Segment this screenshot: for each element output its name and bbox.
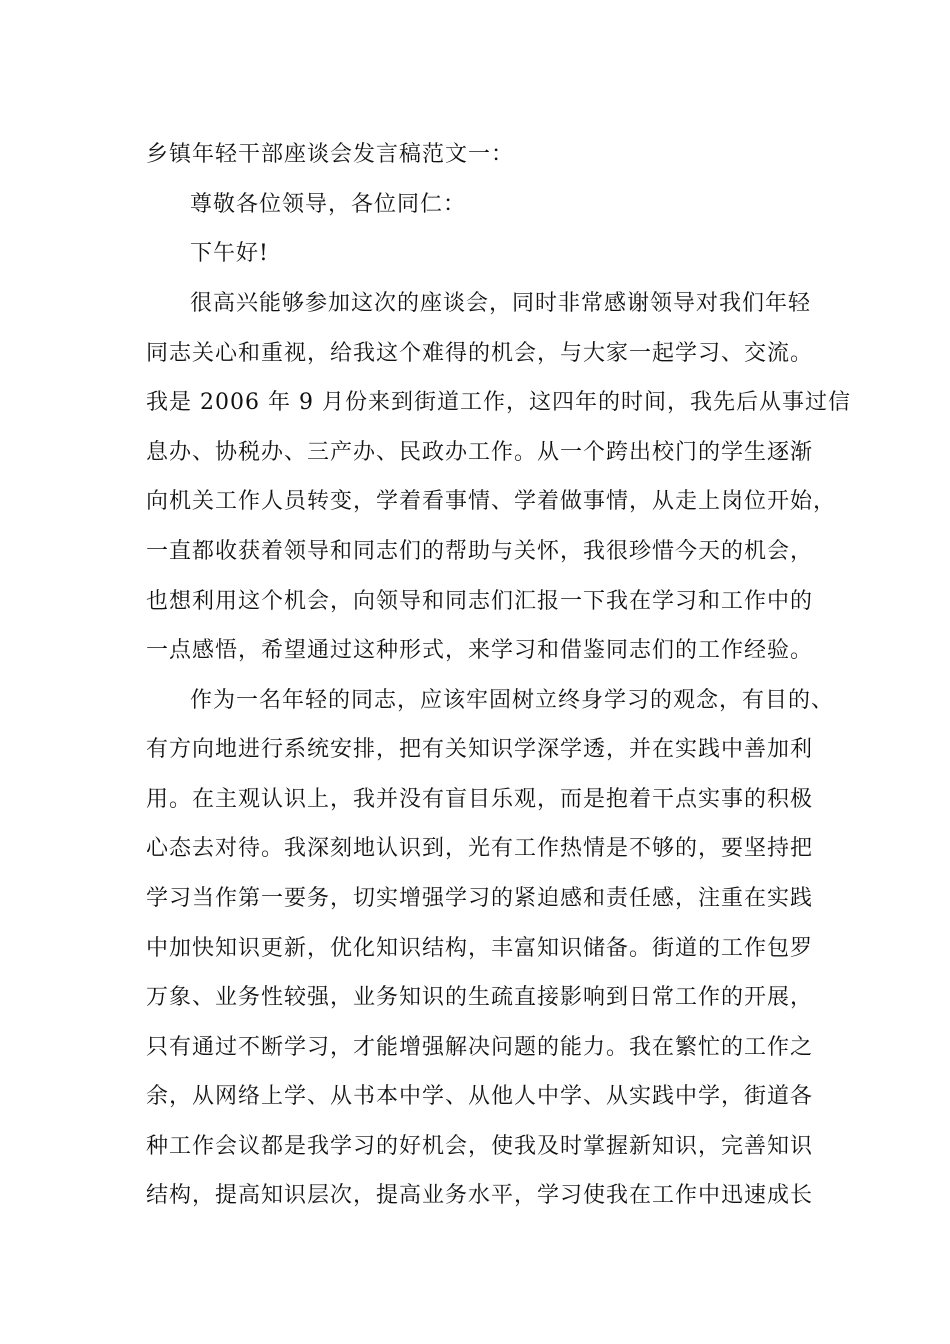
paragraph1-line: 一点感悟，希望通过这种形式，来学习和借鉴同志们的工作经验。 xyxy=(146,638,814,663)
paragraph2-line: 学习当作第一要务，切实增强学习的紧迫感和责任感，注重在实践 xyxy=(146,886,814,911)
paragraph2-line: 万象、业务性较强，业务知识的生疏直接影响到日常工作的开展， xyxy=(146,985,814,1010)
paragraph2-line: 只有通过不断学习，才能增强解决问题的能力。我在繁忙的工作之 xyxy=(146,1035,814,1060)
paragraph1-line: 我是 2006 年 9 月份来到街道工作，这四年的时间，我先后从事过信 xyxy=(146,390,851,415)
paragraph2-line: 结构，提高知识层次，提高业务水平，学习使我在工作中迅速成长 xyxy=(146,1183,814,1208)
paragraph2-line: 作为一名年轻的同志，应该牢固树立终身学习的观念，有目的、 xyxy=(190,688,835,713)
paragraph1-line: 一直都收获着领导和同志们的帮助与关怀，我很珍惜今天的机会， xyxy=(146,539,814,564)
document-title: 乡镇年轻干部座谈会发言稿范文一： xyxy=(146,142,515,167)
paragraph2-line: 余，从网络上学、从书本中学、从他人中学、从实践中学，街道各 xyxy=(146,1084,814,1109)
paragraph1-line: 向机关工作人员转变，学着看事情、学着做事情，从走上岗位开始， xyxy=(146,489,837,514)
paragraph2-line: 用。在主观认识上，我并没有盲目乐观，而是抱着干点实事的积极 xyxy=(146,787,814,812)
paragraph2-line: 有方向地进行系统安排，把有关知识学深学透，并在实践中善加利 xyxy=(146,737,814,762)
paragraph1-line: 同志关心和重视，给我这个难得的机会，与大家一起学习、交流。 xyxy=(146,341,814,366)
greeting: 下午好! xyxy=(190,241,269,266)
paragraph2-line: 种工作会议都是我学习的好机会，使我及时掌握新知识，完善知识 xyxy=(146,1134,814,1159)
paragraph1-line: 也想利用这个机会，向领导和同志们汇报一下我在学习和工作中的 xyxy=(146,589,814,614)
paragraph1-line: 很高兴能够参加这次的座谈会，同时非常感谢领导对我们年轻 xyxy=(190,291,812,316)
paragraph2-line: 中加快知识更新，优化知识结构，丰富知识储备。街道的工作包罗 xyxy=(146,936,814,961)
paragraph2-line: 心态去对待。我深刻地认识到，光有工作热情是不够的，要坚持把 xyxy=(146,836,814,861)
paragraph1-line: 息办、协税办、三产办、民政办工作。从一个跨出校门的学生逐渐 xyxy=(146,440,814,465)
salutation: 尊敬各位领导，各位同仁： xyxy=(190,192,467,217)
